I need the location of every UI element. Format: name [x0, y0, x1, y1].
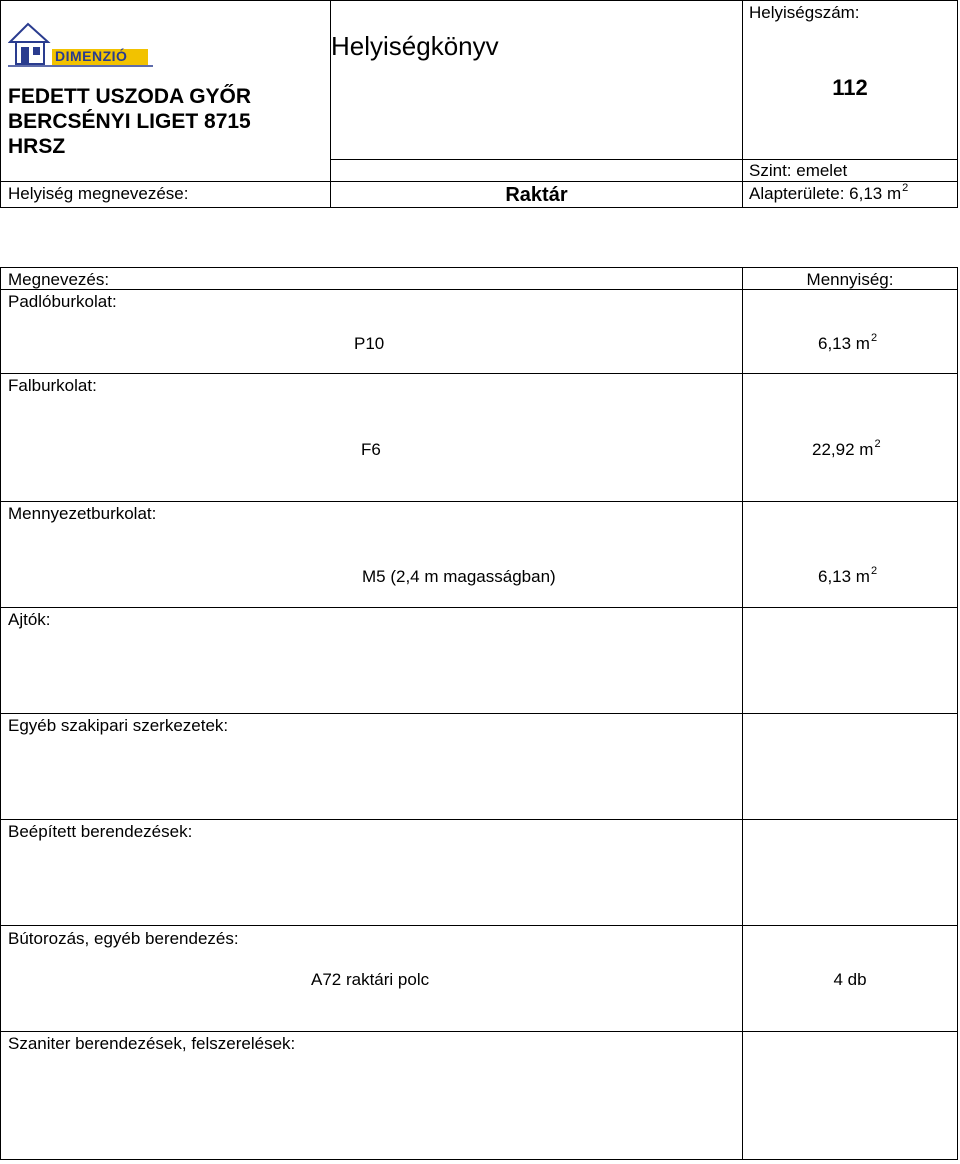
ceiling-covering-quantity	[818, 567, 877, 589]
grid-line	[0, 1159, 958, 1160]
grid-line	[0, 267, 1, 1160]
grid-line	[0, 373, 958, 374]
floor-quantity-text: 6,13 m	[818, 334, 870, 353]
doors-label: Ajtók:	[8, 610, 51, 629]
built-in-equipment-label: Beépített berendezések:	[8, 822, 193, 841]
grid-line	[0, 267, 958, 268]
grid-line	[0, 207, 958, 208]
room-name: Raktár	[505, 184, 568, 206]
grid-line	[957, 0, 958, 208]
grid-line	[0, 819, 958, 820]
wall-covering-label: Falburkolat:	[8, 376, 97, 395]
grid-line	[0, 1031, 958, 1032]
floor-covering-label: Padlóburkolat:	[8, 292, 117, 311]
project-line-1: FEDETT USZODA GYŐR	[8, 85, 252, 108]
grid-line	[0, 0, 1, 208]
ceiling-quantity-exponent: 2	[870, 565, 878, 577]
furniture-label: Bútorozás, egyéb berendezés:	[8, 929, 239, 948]
grid-line	[330, 159, 958, 160]
grid-line	[957, 267, 958, 1160]
grid-line	[742, 0, 743, 208]
wall-quantity-text: 22,92 m	[812, 440, 874, 459]
grid-line	[0, 501, 958, 502]
area-label: Alapterülete: 6,13 m	[749, 184, 902, 203]
grid-line	[0, 607, 958, 608]
ceiling-covering-value: M5 (2,4 m magasságban)	[362, 567, 556, 586]
level-text: Szint: emelet	[749, 161, 848, 180]
logo-wordmark: DIMENZIÓ	[55, 48, 128, 64]
floor-quantity-exponent: 2	[870, 332, 878, 344]
quantity-column-header: Mennyiség:	[806, 270, 894, 289]
name-column-header: Megnevezés:	[8, 270, 110, 289]
project-line-3: HRSZ	[8, 135, 66, 158]
grid-line	[0, 0, 958, 1]
room-name-label: Helyiség megnevezése:	[8, 184, 189, 203]
furniture-value: A72 raktári polc	[311, 970, 430, 989]
ceiling-quantity-text: 6,13 m	[818, 567, 870, 586]
project-name	[8, 84, 308, 159]
document-title: Helyiségkönyv	[331, 31, 499, 61]
company-logo	[8, 20, 153, 68]
area-unit-exponent: 2	[902, 182, 909, 194]
wall-covering-value: F6	[361, 440, 381, 459]
room-number: 112	[832, 75, 868, 100]
grid-line	[0, 713, 958, 714]
project-line-2: BERCSÉNYI LIGET 8715	[8, 110, 251, 133]
wall-covering-quantity	[812, 440, 881, 462]
sanitary-equipment-label: Szaniter berendezések, felszerelések:	[8, 1034, 296, 1053]
other-structures-label: Egyéb szakipari szerkezetek:	[8, 716, 229, 735]
grid-line	[0, 925, 958, 926]
floor-covering-value: P10	[354, 334, 385, 353]
room-number-label: Helyiségszám:	[749, 3, 860, 22]
grid-line	[0, 181, 958, 182]
wall-quantity-exponent: 2	[874, 438, 881, 450]
area-text	[749, 184, 908, 206]
grid-line	[742, 267, 743, 1160]
ceiling-covering-label: Mennyezetburkolat:	[8, 504, 157, 523]
furniture-quantity: 4 db	[833, 970, 867, 989]
floor-covering-quantity	[818, 334, 877, 356]
